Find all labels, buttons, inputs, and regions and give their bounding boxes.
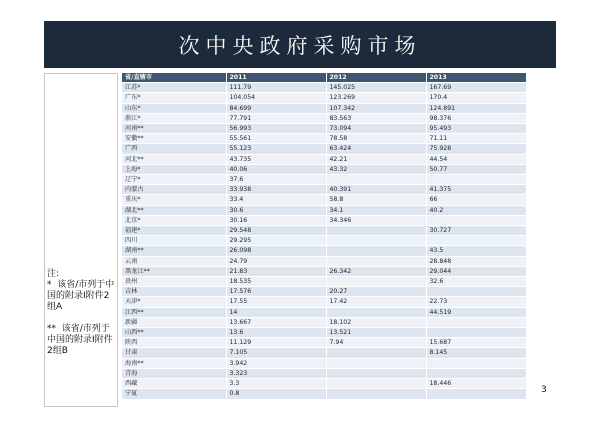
- value-2012-cell: [326, 246, 426, 256]
- province-cell: 甘肃: [122, 348, 226, 358]
- province-cell: 重庆*: [122, 195, 226, 205]
- table-row: [122, 154, 526, 164]
- province-cell: 陕西: [122, 338, 226, 348]
- province-cell: 西藏: [122, 379, 226, 389]
- table-row: [122, 103, 526, 113]
- province-cell: 青海: [122, 368, 226, 378]
- province-cell: 海南**: [122, 358, 226, 368]
- value-2013-cell: [426, 287, 526, 297]
- value-2012-cell: [326, 236, 426, 246]
- value-2012-cell: [326, 277, 426, 287]
- table-row: [122, 358, 526, 368]
- value-2013-cell: [426, 175, 526, 185]
- value-2011-cell: 30.16: [226, 215, 326, 225]
- value-2013-cell: 170.4: [426, 93, 526, 103]
- province-cell: 辽宁*: [122, 175, 226, 185]
- value-2012-cell: 63.424: [326, 144, 426, 154]
- province-cell: 浙江*: [122, 113, 226, 123]
- value-2011-cell: 29.295: [226, 236, 326, 246]
- province-cell: 湖北**: [122, 205, 226, 215]
- value-2012-cell: 34.1: [326, 205, 426, 215]
- value-2012-cell: [326, 389, 426, 399]
- value-2012-cell: [326, 226, 426, 236]
- value-2013-cell: 98.376: [426, 113, 526, 123]
- value-2013-cell: 29.044: [426, 266, 526, 276]
- table-row: [122, 389, 526, 399]
- table-row: [122, 368, 526, 378]
- value-2012-cell: 123.269: [326, 93, 426, 103]
- value-2011-cell: 84.699: [226, 103, 326, 113]
- value-2011-cell: 11.129: [226, 338, 326, 348]
- value-2011-cell: 13.6: [226, 328, 326, 338]
- province-cell: 北京*: [122, 215, 226, 225]
- procurement-table: [122, 73, 527, 400]
- province-cell: 河北**: [122, 154, 226, 164]
- value-2013-cell: 8.145: [426, 348, 526, 358]
- province-cell: 广东*: [122, 93, 226, 103]
- value-2011-cell: 56.993: [226, 124, 326, 134]
- value-2011-cell: 18.535: [226, 277, 326, 287]
- table-row: [122, 144, 526, 154]
- value-2012-cell: 18.102: [326, 317, 426, 327]
- value-2012-cell: [326, 256, 426, 266]
- value-2012-cell: 34.346: [326, 215, 426, 225]
- table-row: [122, 246, 526, 256]
- province-cell: 上海*: [122, 164, 226, 174]
- value-2011-cell: 111.79: [226, 83, 326, 93]
- value-2012-cell: 73.094: [326, 124, 426, 134]
- value-2013-cell: 75.928: [426, 144, 526, 154]
- value-2012-cell: 58.8: [326, 195, 426, 205]
- value-2011-cell: 17.576: [226, 287, 326, 297]
- value-2013-cell: 18.446: [426, 379, 526, 389]
- value-2013-cell: 44.54: [426, 154, 526, 164]
- value-2011-cell: 43.735: [226, 154, 326, 164]
- table-row: [122, 277, 526, 287]
- value-2011-cell: 21.83: [226, 266, 326, 276]
- value-2011-cell: 3.942: [226, 358, 326, 368]
- value-2013-cell: [426, 389, 526, 399]
- value-2012-cell: 20.27: [326, 287, 426, 297]
- province-cell: 河南**: [122, 124, 226, 134]
- value-2012-cell: 78.58: [326, 134, 426, 144]
- province-cell: 天津*: [122, 297, 226, 307]
- table-row: [122, 379, 526, 389]
- value-2012-cell: [326, 368, 426, 378]
- value-2012-cell: 26.342: [326, 266, 426, 276]
- table-row: [122, 266, 526, 276]
- table-row: [122, 113, 526, 123]
- province-cell: 四川: [122, 236, 226, 246]
- value-2013-cell: 30.727: [426, 226, 526, 236]
- value-2013-cell: 50.77: [426, 164, 526, 174]
- value-2012-cell: [326, 358, 426, 368]
- value-2011-cell: 14: [226, 307, 326, 317]
- value-2013-cell: [426, 317, 526, 327]
- table-row: [122, 134, 526, 144]
- province-cell: 江苏*: [122, 83, 226, 93]
- value-2012-cell: [326, 379, 426, 389]
- header-province: 省/直辖市: [122, 73, 226, 83]
- province-cell: 吉林: [122, 287, 226, 297]
- value-2011-cell: 33.938: [226, 185, 326, 195]
- table-row: [122, 297, 526, 307]
- value-2013-cell: 32.6: [426, 277, 526, 287]
- slide-title: 次中央政府采购市场: [178, 33, 422, 58]
- table-row: [122, 338, 526, 348]
- province-cell: 安徽**: [122, 134, 226, 144]
- value-2011-cell: 13.667: [226, 317, 326, 327]
- province-cell: 黑龙江**: [122, 266, 226, 276]
- value-2013-cell: [426, 236, 526, 246]
- value-2012-cell: 83.563: [326, 113, 426, 123]
- procurement-table-container: [122, 73, 526, 400]
- value-2013-cell: 71.11: [426, 134, 526, 144]
- table-row: [122, 256, 526, 266]
- value-2012-cell: 40.391: [326, 185, 426, 195]
- table-row: [122, 175, 526, 185]
- value-2013-cell: 43.5: [426, 246, 526, 256]
- value-2012-cell: 13.521: [326, 328, 426, 338]
- value-2011-cell: 29.548: [226, 226, 326, 236]
- value-2013-cell: 22.73: [426, 297, 526, 307]
- value-2012-cell: 7.94: [326, 338, 426, 348]
- table-row: [122, 287, 526, 297]
- value-2013-cell: [426, 215, 526, 225]
- table-row: [122, 83, 526, 93]
- value-2013-cell: 15.687: [426, 338, 526, 348]
- table-row: [122, 164, 526, 174]
- value-2013-cell: [426, 358, 526, 368]
- value-2011-cell: 7.105: [226, 348, 326, 358]
- value-2013-cell: 167.69: [426, 83, 526, 93]
- value-2011-cell: 26.098: [226, 246, 326, 256]
- table-row: [122, 215, 526, 225]
- province-cell: 云南: [122, 256, 226, 266]
- header-2011: 2011: [226, 73, 326, 83]
- value-2013-cell: 124.891: [426, 103, 526, 113]
- value-2012-cell: 42.21: [326, 154, 426, 164]
- table-row: [122, 348, 526, 358]
- table-row: [122, 124, 526, 134]
- value-2011-cell: 77.791: [226, 113, 326, 123]
- value-2012-cell: [326, 175, 426, 185]
- value-2012-cell: 17.42: [326, 297, 426, 307]
- value-2011-cell: 55.561: [226, 134, 326, 144]
- value-2011-cell: 37.6: [226, 175, 326, 185]
- province-cell: 湖南**: [122, 246, 226, 256]
- value-2013-cell: 40.2: [426, 205, 526, 215]
- note-text: 注: * 该省/市列于中国的附录I附件2组A ** 该省/市列于中国的附录I附件2组B: [47, 269, 115, 356]
- value-2013-cell: [426, 368, 526, 378]
- province-cell: 宁夏: [122, 389, 226, 399]
- table-row: [122, 195, 526, 205]
- table-row: [122, 205, 526, 215]
- value-2012-cell: [326, 348, 426, 358]
- value-2011-cell: 24.79: [226, 256, 326, 266]
- table-body: [122, 83, 526, 399]
- province-cell: 广西: [122, 144, 226, 154]
- table-row: [122, 317, 526, 327]
- value-2013-cell: 95.493: [426, 124, 526, 134]
- note-panel: [44, 73, 118, 407]
- table-row: [122, 307, 526, 317]
- value-2011-cell: 3.3: [226, 379, 326, 389]
- table-row: [122, 226, 526, 236]
- value-2012-cell: 43.32: [326, 164, 426, 174]
- province-cell: 贵州: [122, 277, 226, 287]
- table-header-row: [122, 73, 526, 83]
- page-number: 3: [541, 385, 547, 395]
- table-row: [122, 328, 526, 338]
- title-banner: [44, 21, 556, 68]
- value-2012-cell: 107.342: [326, 103, 426, 113]
- value-2011-cell: 30.6: [226, 205, 326, 215]
- province-cell: 内蒙古: [122, 185, 226, 195]
- header-2012: 2012: [326, 73, 426, 83]
- value-2013-cell: 66: [426, 195, 526, 205]
- value-2011-cell: 3.323: [226, 368, 326, 378]
- value-2011-cell: 40.06: [226, 164, 326, 174]
- value-2011-cell: 17.55: [226, 297, 326, 307]
- province-cell: 福建*: [122, 226, 226, 236]
- value-2011-cell: 0.8: [226, 389, 326, 399]
- table-row: [122, 185, 526, 195]
- value-2013-cell: 41.375: [426, 185, 526, 195]
- value-2012-cell: 145.025: [326, 83, 426, 93]
- header-2013: 2013: [426, 73, 526, 83]
- value-2013-cell: [426, 328, 526, 338]
- table-row: [122, 236, 526, 246]
- province-cell: 山西**: [122, 328, 226, 338]
- value-2011-cell: 104.054: [226, 93, 326, 103]
- province-cell: 山东*: [122, 103, 226, 113]
- value-2011-cell: 55.123: [226, 144, 326, 154]
- value-2011-cell: 33.4: [226, 195, 326, 205]
- province-cell: 江西**: [122, 307, 226, 317]
- value-2012-cell: [326, 307, 426, 317]
- province-cell: 新疆: [122, 317, 226, 327]
- value-2013-cell: 44.519: [426, 307, 526, 317]
- table-row: [122, 93, 526, 103]
- value-2013-cell: 28.848: [426, 256, 526, 266]
